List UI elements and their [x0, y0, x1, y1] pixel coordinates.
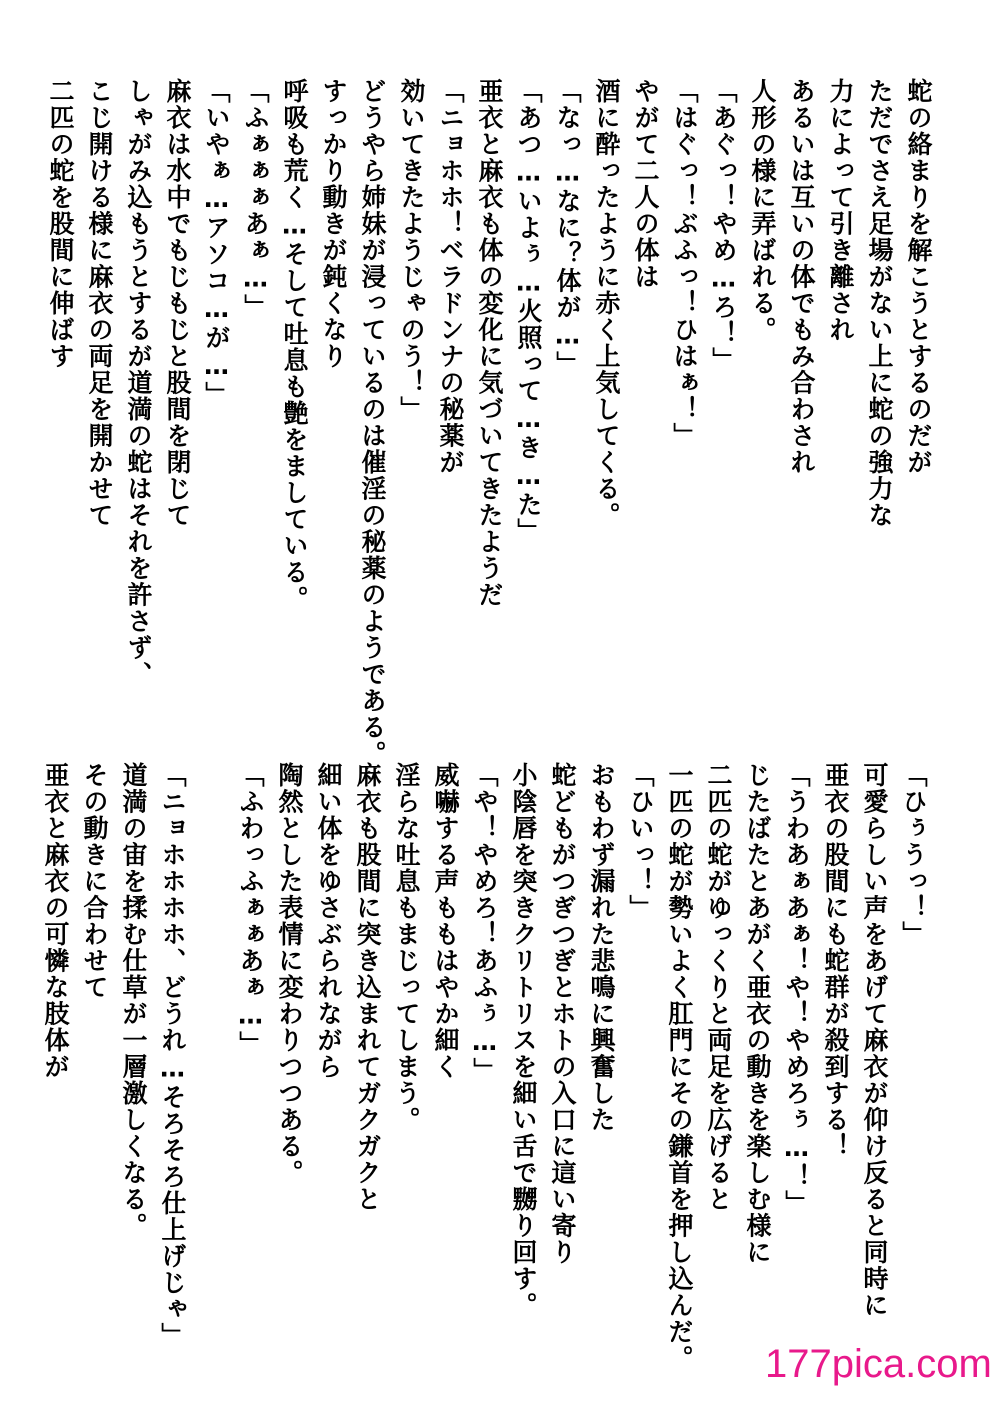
bottom-block-line: 可愛らしい声をあげて麻衣が仰け反ると同時に	[860, 762, 889, 1319]
top-block-line: 「あつ…いよぅ…火照って…き…た」	[514, 78, 543, 545]
bottom-block-line: 「ひぅうっ！」	[899, 762, 928, 948]
bottom-block-line: 亜衣と麻衣の可憐な肢体が	[41, 762, 70, 1080]
bottom-block-line: 淫らな吐息もまじってしまう。	[392, 762, 421, 1133]
bottom-block-line: 二匹の蛇がゆっくりと両足を広げると	[704, 762, 733, 1213]
bottom-block-line: 陶然とした表情に変わりつつある。	[275, 762, 304, 1186]
top-block-line: あるいは互いの体でもみ合わされ	[787, 78, 816, 476]
bottom-block-line: 蛇どもがつぎつぎとホトの入口に這い寄り	[548, 762, 577, 1266]
top-block-line: 「なっ…なに？体が…」	[553, 78, 582, 378]
bottom-block-line: 小陰唇を突きクリトリスを細い舌で嬲り回す。	[509, 762, 538, 1319]
top-block-line: 二匹の蛇を股間に伸ばす	[46, 78, 75, 370]
bottom-block-line: 「ニョホホホホ、どうれ…そろそろ仕上げじゃ」	[158, 762, 187, 1349]
top-block-line: 「ニョホホ！ベラドンナの秘薬が	[436, 78, 465, 476]
top-block-line: 呼吸も荒く…そして吐息も艶をましている。	[280, 78, 309, 612]
watermark: 177pica.com	[765, 1342, 992, 1386]
text-block-bottom	[33, 762, 930, 1372]
top-block-line: 「ふぁぁぁあぁ…」	[241, 78, 270, 321]
top-block-line: 効いてきたようじゃのう！」	[397, 78, 426, 423]
top-block-line: すっかり動きが鈍くなり	[319, 78, 348, 370]
top-block-line: 麻衣は水中でもじもじと股間を閉じて	[163, 78, 192, 529]
text-block-top	[38, 78, 935, 767]
top-block-line: 人形の様に弄ばれる。	[748, 78, 777, 343]
top-block-line: どうやら姉妹が浸っているのは催淫の秘薬のようである。	[358, 78, 387, 767]
bottom-block-line: 亜衣の股間にも蛇群が殺到する！	[821, 762, 850, 1160]
bottom-block-line: 細い体をゆさぶられながら	[314, 762, 343, 1080]
bottom-block-line: 威嚇する声ももはやか細く	[431, 762, 460, 1080]
top-block-line: しゃがみ込もうとするが道満の蛇はそれを許さず、	[124, 78, 153, 688]
top-block-line: 「はぐっ！ぶふっ！ひはぁ！」	[670, 78, 699, 449]
bottom-block-line: 「ひいっ！」	[626, 762, 655, 921]
bottom-block-line: じたばたとあがく亜衣の動きを楽しむ様に	[743, 762, 772, 1266]
bottom-block-line: 麻衣も股間に突き込まれてガクガクと	[353, 762, 382, 1213]
bottom-block-line: 道満の宙を揉む仕草が一層激しくなる。	[119, 762, 148, 1239]
bottom-block-line: 「うわあぁあぁ！や！やめろぅ…！」	[782, 762, 811, 1217]
bottom-block-line: おもわず漏れた悲鳴に興奮した	[587, 762, 616, 1133]
top-block-line: 「いやぁ…アソコ…が…」	[202, 78, 231, 408]
top-block-line: 「あぐっ！やめ…ろ！」	[709, 78, 738, 374]
top-block-line: やがて二人の体は	[631, 78, 660, 290]
top-block-line: 酒に酔ったように赤く上気してくる。	[592, 78, 621, 529]
top-block-line: こじ開ける様に麻衣の両足を開かせて	[85, 78, 114, 529]
top-block-line: 力によって引き離され	[826, 78, 855, 343]
bottom-block-line: 一匹の蛇が勢いよく肛門にその鎌首を押し込んだ。	[665, 762, 694, 1372]
top-block-line: 亜衣と麻衣も体の変化に気づいてきたようだ	[475, 78, 504, 608]
bottom-block-line: 「ふわっふぁぁあぁ…」	[236, 762, 265, 1058]
top-block-line: 蛇の絡まりを解こうとするのだが	[904, 78, 933, 476]
top-block-line: ただでさえ足場がない上に蛇の強力な	[865, 78, 894, 529]
bottom-block-line: その動きに合わせて	[80, 762, 109, 1001]
bottom-block-line: 「や！やめろ！あふぅ…」	[470, 762, 499, 1084]
